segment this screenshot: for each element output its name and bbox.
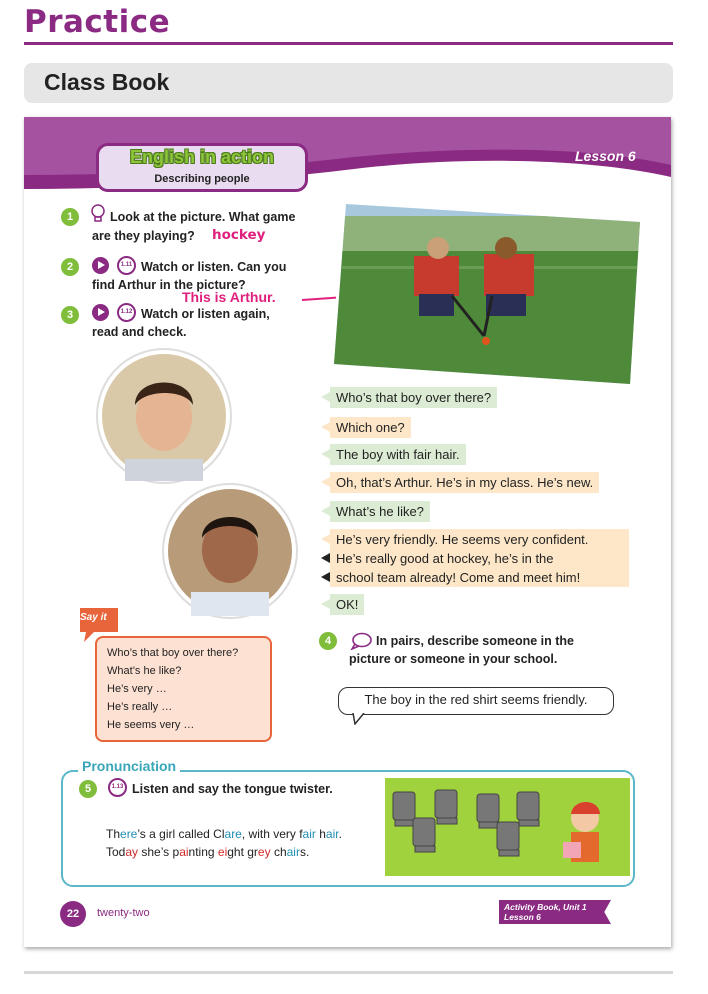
activity-2-number: 2 <box>61 258 79 276</box>
audio-track-icon: 1.12 <box>117 303 136 322</box>
tw-text: ght gr <box>227 845 258 859</box>
say-it-line: Who’s that boy over there? <box>107 647 239 659</box>
tw-text: Th <box>106 827 121 841</box>
activity-2-line-2: find Arthur in the picture? <box>92 278 246 292</box>
tw-sound: air <box>286 845 300 859</box>
say-it-badge <box>76 604 122 644</box>
say-it-label: Say it <box>80 612 107 623</box>
activity-4-number: 4 <box>319 632 337 650</box>
bottom-divider <box>24 971 673 974</box>
hockey-photo <box>334 196 642 386</box>
tw-sound: are <box>224 827 242 841</box>
say-it-line: He seems very … <box>107 719 195 731</box>
tw-text: , with very f <box>241 827 303 841</box>
portrait-boy-2 <box>161 482 299 620</box>
dialogue-line: He’s really good at hockey, he’s in the <box>330 548 560 569</box>
tw-sound: air <box>325 827 339 841</box>
activity-5-number: 5 <box>79 780 97 798</box>
speech-bubble-tail <box>352 713 366 725</box>
tw-text: h <box>315 827 326 841</box>
tw-sound: ere <box>120 827 138 841</box>
english-in-action-subtitle: Describing people <box>154 173 250 185</box>
tw-sound: ey <box>257 845 271 859</box>
tw-text: ch <box>270 845 287 859</box>
dialogue-line: Which one? <box>330 417 411 438</box>
say-it-line: He’s really … <box>107 701 173 713</box>
page-title: Practice <box>24 4 171 40</box>
dialogue-line: Who’s that boy over there? <box>330 387 497 408</box>
tw-text: . <box>338 827 342 841</box>
activity-book-line-2: Lesson 6 <box>504 912 541 922</box>
dialogue-line: school team already! Come and meet him! <box>330 567 586 588</box>
activity-book-line-1: Activity Book, Unit 1 <box>504 902 587 912</box>
page-number-words: twenty-two <box>97 907 150 919</box>
say-it-line: What’s he like? <box>107 665 182 677</box>
play-video-icon <box>92 257 109 274</box>
play-video-icon <box>92 304 109 321</box>
dialogue-line: What’s he like? <box>330 501 430 522</box>
audio-track-icon: 1.13 <box>108 778 127 797</box>
tw-text: s. <box>299 845 310 859</box>
english-in-action-title: English in action <box>129 147 274 167</box>
tw-text: Tod <box>106 845 126 859</box>
lesson-label: Lesson 6 <box>575 148 636 164</box>
dialogue-line: He’s very friendly. He seems very confident. <box>330 529 594 550</box>
lightbulb-icon <box>90 204 106 224</box>
activity-3-line-2: read and check. <box>92 325 187 339</box>
say-it-line: He’s very … <box>107 683 167 695</box>
page-number: 22 <box>60 901 86 927</box>
section-title: Class Book <box>44 69 170 95</box>
activity-1-line-2: are they playing? <box>92 229 195 243</box>
speech-bubble-icon <box>350 632 372 650</box>
tw-sound: air <box>302 827 316 841</box>
arthur-annotation: This is Arthur. <box>182 289 276 305</box>
tw-text: she’s p <box>138 845 180 859</box>
activity-1-line-1: Look at the picture. What game <box>110 210 296 224</box>
title-divider <box>24 42 673 45</box>
tw-sound: ai <box>179 845 189 859</box>
tongue-twister-line-1 <box>106 827 342 841</box>
dialogue-line: OK! <box>330 594 364 615</box>
example-sentence: The boy in the red shirt seems friendly. <box>364 692 588 707</box>
activity-3-number: 3 <box>61 306 79 324</box>
pronunciation-instruction: Listen and say the tongue twister. <box>132 782 333 796</box>
activity-4-line-2: picture or someone in your school. <box>349 652 558 666</box>
activity-2-line-1: Watch or listen. Can you <box>141 260 287 274</box>
activity-1-answer: hockey <box>212 227 266 243</box>
pronunciation-title: Pronunciation <box>78 758 180 774</box>
portrait-boy-1 <box>95 347 233 485</box>
tw-text: ’s a girl called Cl <box>137 827 225 841</box>
tw-text: nting <box>188 845 218 859</box>
activity-3-line-1: Watch or listen again, <box>141 307 270 321</box>
chairs-illustration <box>385 778 630 876</box>
activity-4-line-1: In pairs, describe someone in the <box>376 634 574 648</box>
tongue-twister-line-2 <box>106 845 309 859</box>
dialogue-line: The boy with fair hair. <box>330 444 466 465</box>
dialogue-line: Oh, that’s Arthur. He’s in my class. He’s new. <box>330 472 599 493</box>
activity-1-number: 1 <box>61 208 79 226</box>
tw-sound: ei <box>217 845 228 859</box>
tw-sound: ay <box>125 845 139 859</box>
audio-track-icon: 1.11 <box>117 256 136 275</box>
